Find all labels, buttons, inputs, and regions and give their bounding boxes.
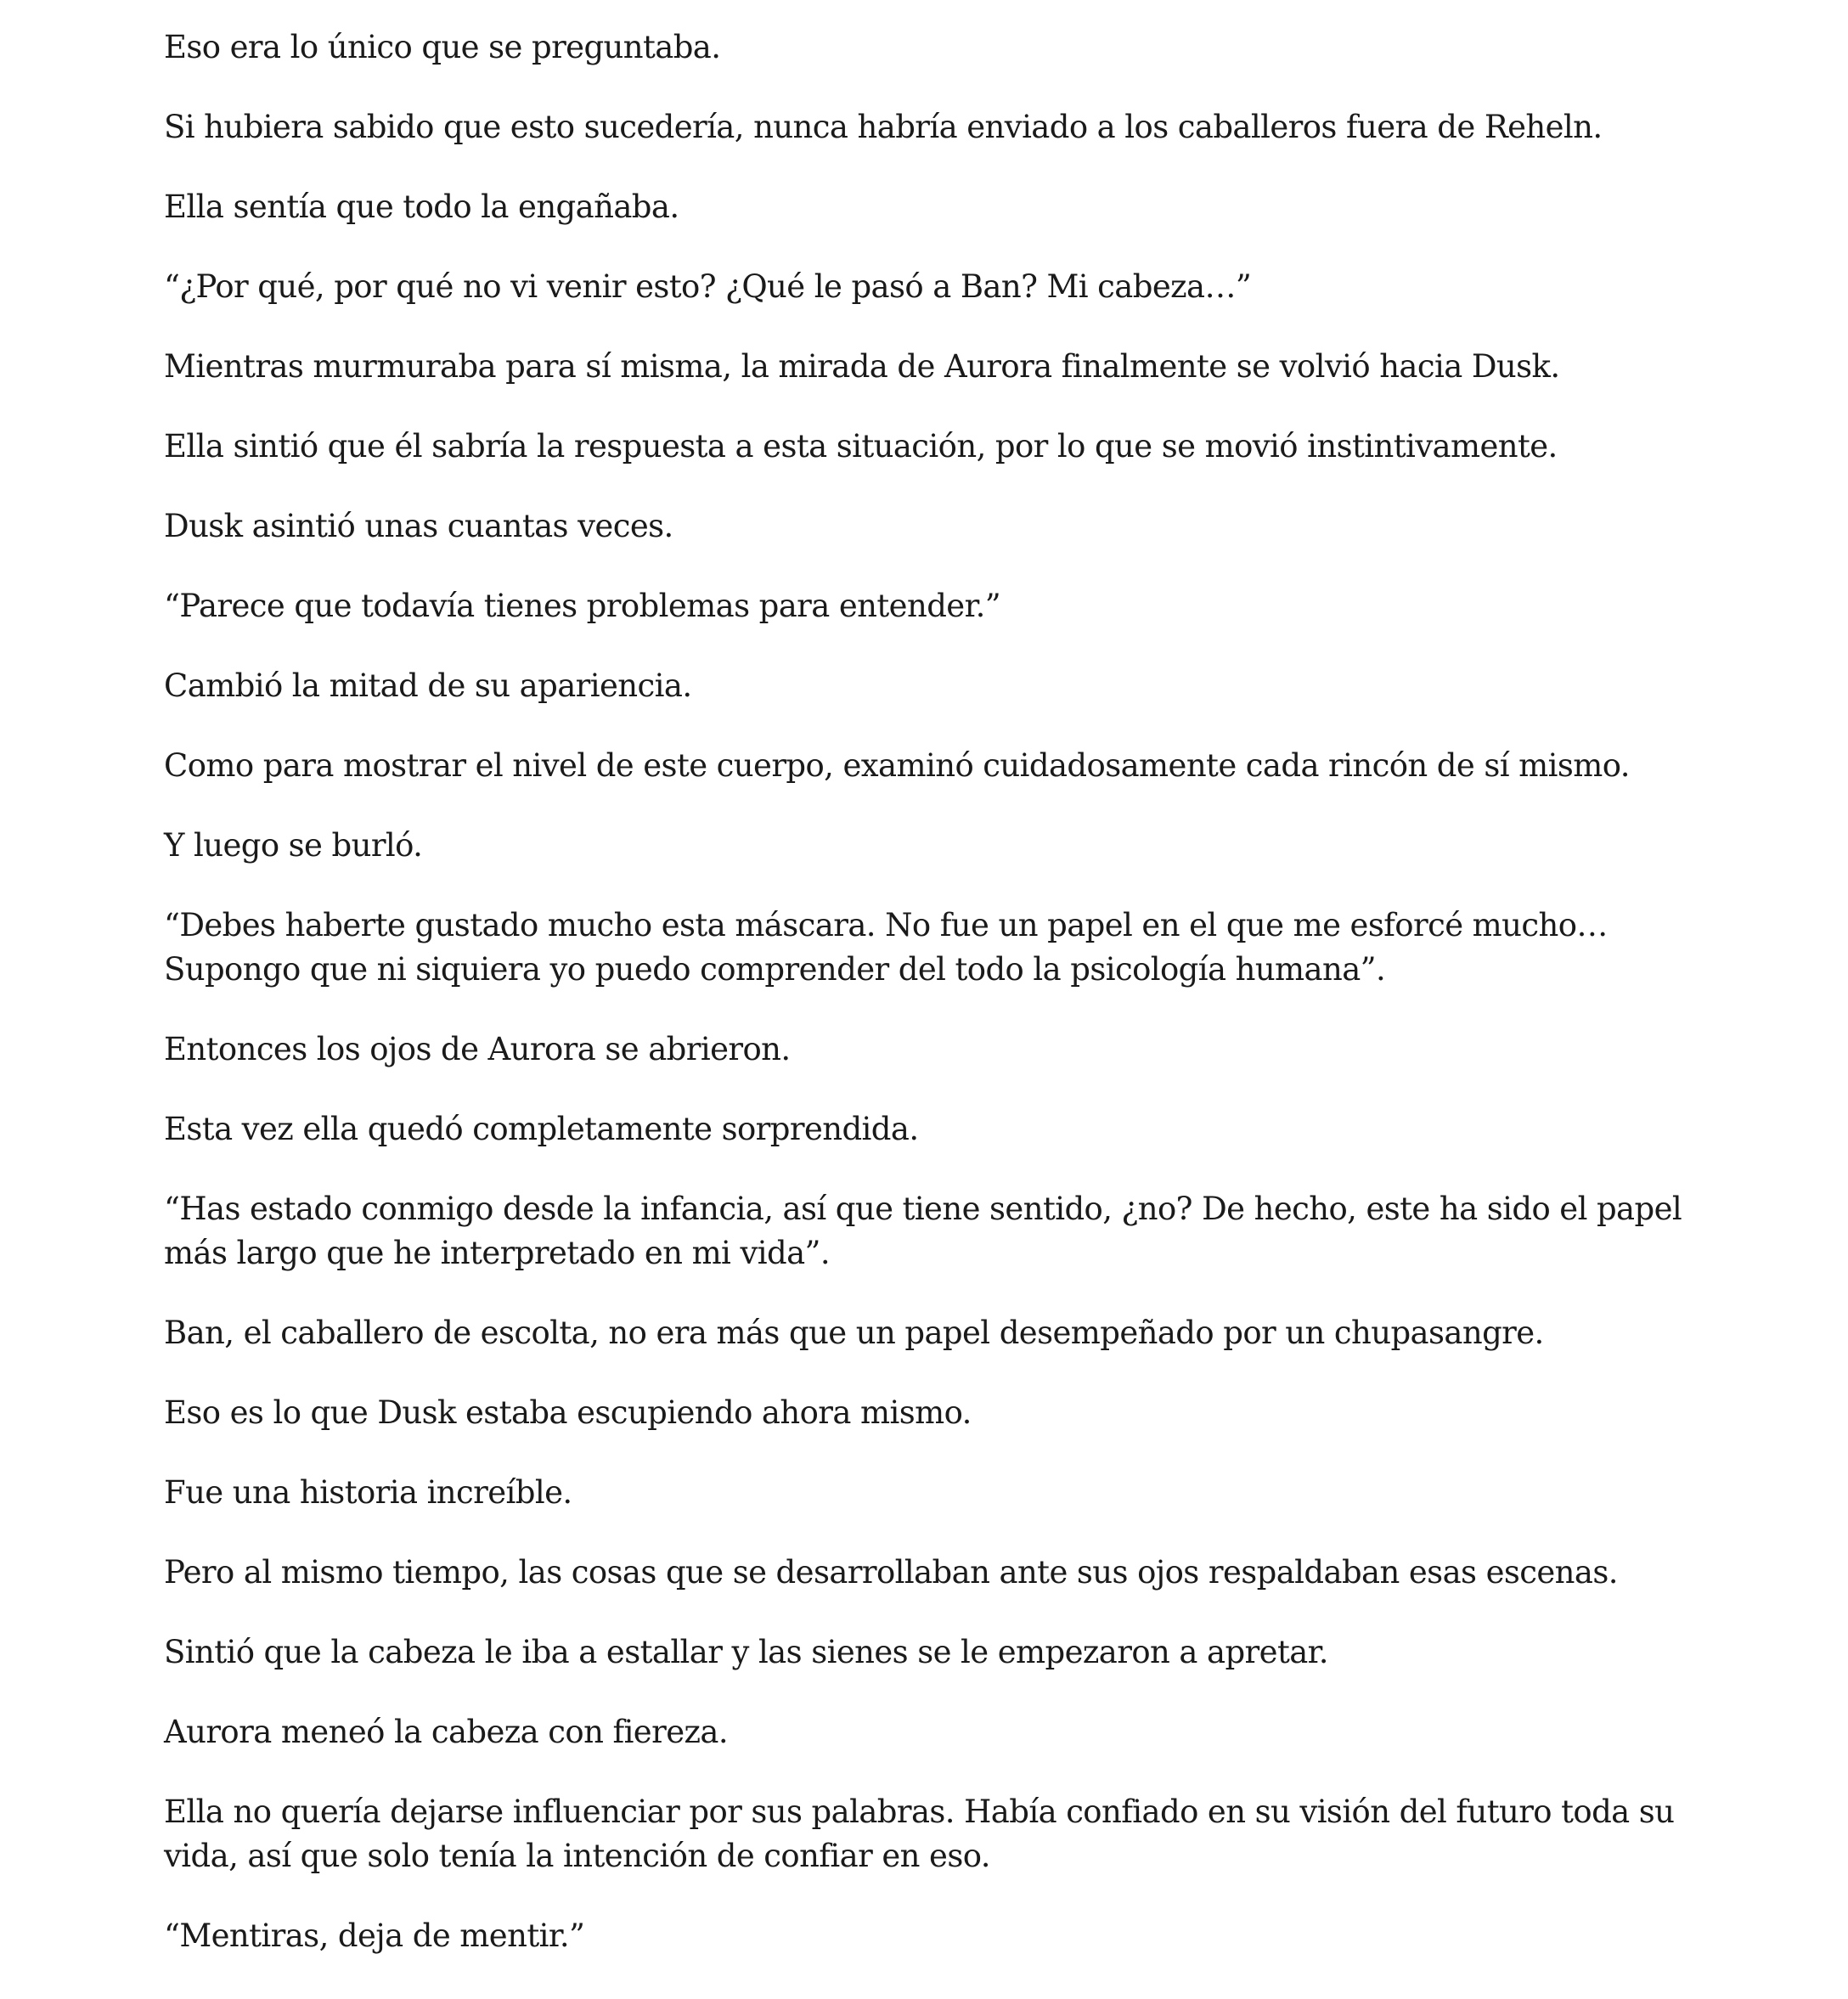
paragraph: Mientras murmuraba para sí misma, la mirada de Aurora finalmente se volvió hacia Dusk. [164,348,1560,385]
paragraph: Aurora meneó la cabeza con fiereza. [164,1714,729,1750]
paragraph: Sintió que la cabeza le iba a estallar y las sienes se le empezaron a apretar. [164,1634,1328,1670]
paragraph: Entonces los ojos de Aurora se abrieron. [164,1031,791,1067]
paragraph: Ella sintió que él sabría la respuesta a esta situación, por lo que se movió instintivamente. [164,428,1558,465]
paragraph: “Debes haberte gustado mucho esta máscara. No fue un papel en el que me esforcé mucho… Supongo que ni siquiera yo puedo comprender del todo la psicología humana”. [164,907,1608,988]
paragraph: “Has estado conmigo desde la infancia, así que tiene sentido, ¿no? De hecho, este ha sido el papel más largo que he interpretado en mi vida”. [164,1191,1682,1271]
paragraph: Como para mostrar el nivel de este cuerpo, examinó cuidadosamente cada rincón de sí mismo. [164,747,1630,784]
paragraph: Ella no quería dejarse influenciar por sus palabras. Había confiado en su visión del futuro toda su vida, así que solo tenía la intención de confiar en eso. [164,1793,1675,1874]
paragraph: Eso era lo único que se preguntaba. [164,29,721,65]
paragraph: “Mentiras, deja de mentir.” [164,1917,585,1954]
paragraph: Dusk asintió unas cuantas veces. [164,508,673,544]
paragraph: Fue una historia increíble. [164,1474,572,1511]
paragraph: “¿Por qué, por qué no vi venir esto? ¿Qué le pasó a Ban? Mi cabeza…” [164,268,1252,305]
paragraph: Ella sentía que todo la engañaba. [164,189,679,225]
paragraph: “Parece que todavía tienes problemas para entender.” [164,588,1001,624]
paragraph: Si hubiera sabido que esto sucedería, nunca habría enviado a los caballeros fuera de Reheln. [164,109,1603,145]
paragraph: Y luego se burló. [164,827,423,864]
paragraph: Ban, el caballero de escolta, no era más que un papel desempeñado por un chupasangre. [164,1315,1544,1351]
paragraph: Cambió la mitad de su apariencia. [164,667,692,704]
paragraph: Esta vez ella quedó completamente sorprendida. [164,1111,919,1147]
document-body [164,25,1693,1994]
paragraph: Pero al mismo tiempo, las cosas que se desarrollaban ante sus ojos respaldaban esas escenas. [164,1554,1618,1591]
paragraph: Eso es lo que Dusk estaba escupiendo ahora mismo. [164,1394,972,1431]
